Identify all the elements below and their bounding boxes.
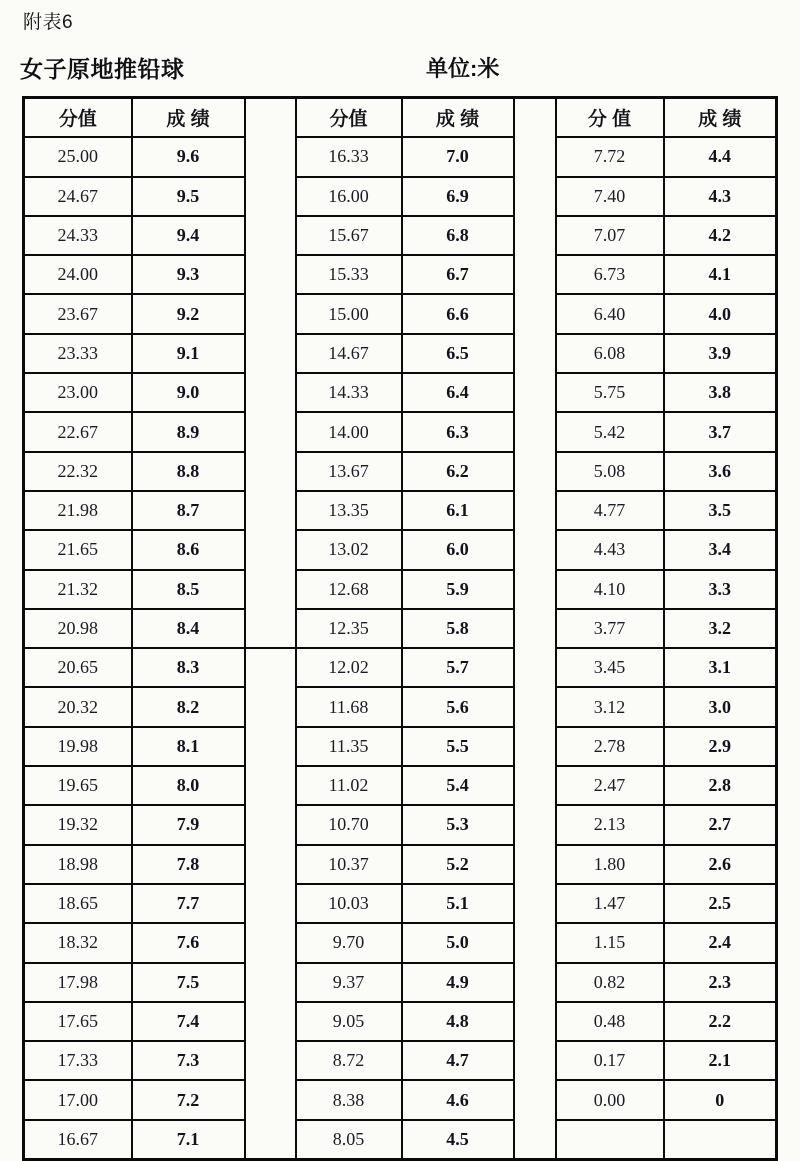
- score-header: 分 值: [556, 98, 664, 138]
- result-value-cell: 4.1: [664, 255, 777, 294]
- score-value-cell: 14.67: [296, 334, 402, 373]
- score-value-cell: 15.67: [296, 216, 402, 255]
- result-value-cell: 3.2: [664, 609, 777, 648]
- score-value-cell: 24.33: [24, 216, 132, 255]
- result-value-cell: 5.6: [402, 687, 514, 726]
- score-value-cell: 3.45: [556, 648, 664, 687]
- table-row: [24, 1002, 777, 1041]
- score-value-cell: 11.35: [296, 727, 402, 766]
- score-value-cell: 2.78: [556, 727, 664, 766]
- result-value-cell: 4.9: [402, 963, 514, 1002]
- score-value-cell: 19.98: [24, 727, 132, 766]
- result-value-cell: 7.6: [132, 923, 245, 962]
- score-value-cell: 10.37: [296, 845, 402, 884]
- result-value-cell: 5.2: [402, 845, 514, 884]
- result-value-cell: 5.9: [402, 570, 514, 609]
- score-value-cell: 8.38: [296, 1080, 402, 1119]
- score-value-cell: 6.40: [556, 294, 664, 333]
- score-value-cell: 25.00: [24, 137, 132, 176]
- table-row: [24, 884, 777, 923]
- spacer-cell: [245, 98, 296, 649]
- result-value-cell: 5.1: [402, 884, 514, 923]
- result-value-cell: 3.7: [664, 412, 777, 451]
- result-value-cell: 2.9: [664, 727, 777, 766]
- table-row: [24, 766, 777, 805]
- score-value-cell: 23.33: [24, 334, 132, 373]
- score-value-cell: 23.00: [24, 373, 132, 412]
- unit-label: 单位:米: [426, 56, 500, 81]
- score-value-cell: 21.65: [24, 530, 132, 569]
- result-header: 成 绩: [132, 98, 245, 138]
- score-value-cell: 18.32: [24, 923, 132, 962]
- score-value-cell: 14.00: [296, 412, 402, 451]
- score-value-cell: 10.70: [296, 805, 402, 844]
- result-value-cell: 9.3: [132, 255, 245, 294]
- score-value-cell: 1.80: [556, 845, 664, 884]
- score-value-cell: 5.42: [556, 412, 664, 451]
- table-row: [24, 530, 777, 569]
- result-value-cell: 4.5: [402, 1120, 514, 1160]
- score-value-cell: 7.07: [556, 216, 664, 255]
- score-value-cell: 7.40: [556, 177, 664, 216]
- result-value-cell: 8.9: [132, 412, 245, 451]
- score-value-cell: 16.00: [296, 177, 402, 216]
- result-value-cell: 4.7: [402, 1041, 514, 1080]
- score-value-cell: 0.17: [556, 1041, 664, 1080]
- score-value-cell: 12.02: [296, 648, 402, 687]
- result-value-cell: 6.6: [402, 294, 514, 333]
- score-value-cell: 9.70: [296, 923, 402, 962]
- score-value-cell: 24.00: [24, 255, 132, 294]
- result-value-cell: 6.5: [402, 334, 514, 373]
- result-value-cell: 4.4: [664, 137, 777, 176]
- spacer-cell: [245, 648, 296, 1159]
- page-title: 女子原地推铅球: [20, 56, 185, 82]
- table-row: [24, 412, 777, 451]
- result-value-cell: 8.2: [132, 687, 245, 726]
- result-value-cell: 4.0: [664, 294, 777, 333]
- title-row: [20, 51, 780, 83]
- result-header: 成 绩: [664, 98, 777, 138]
- result-value-cell: 8.5: [132, 570, 245, 609]
- table-row: [24, 963, 777, 1002]
- result-value-cell: 7.4: [132, 1002, 245, 1041]
- table-row: [24, 1041, 777, 1080]
- table-row: [24, 452, 777, 491]
- table-row: [24, 805, 777, 844]
- score-value-cell: 1.15: [556, 923, 664, 962]
- score-value-cell: 10.03: [296, 884, 402, 923]
- score-value-cell: 13.02: [296, 530, 402, 569]
- result-value-cell: 7.9: [132, 805, 245, 844]
- score-table-body: [24, 98, 777, 1160]
- result-value-cell: 9.6: [132, 137, 245, 176]
- table-row: [24, 491, 777, 530]
- score-value-cell: 19.32: [24, 805, 132, 844]
- table-row: [24, 334, 777, 373]
- result-value-cell: 7.3: [132, 1041, 245, 1080]
- score-value-cell: 19.65: [24, 766, 132, 805]
- score-conversion-table: [22, 96, 778, 1161]
- result-value-cell: 4.8: [402, 1002, 514, 1041]
- score-value-cell: 20.98: [24, 609, 132, 648]
- table-row: [24, 845, 777, 884]
- result-value-cell: 0: [664, 1080, 777, 1119]
- table-row: [24, 570, 777, 609]
- score-value-cell: 9.05: [296, 1002, 402, 1041]
- score-value-cell: 15.00: [296, 294, 402, 333]
- score-value-cell: 2.13: [556, 805, 664, 844]
- spacer-cell: [514, 98, 556, 1160]
- score-value-cell: 13.35: [296, 491, 402, 530]
- score-value-cell: 4.43: [556, 530, 664, 569]
- result-value-cell: 8.4: [132, 609, 245, 648]
- score-value-cell: 2.47: [556, 766, 664, 805]
- score-value-cell: 5.75: [556, 373, 664, 412]
- result-value-cell: 4.3: [664, 177, 777, 216]
- score-value-cell: 20.65: [24, 648, 132, 687]
- score-value-cell: 4.77: [556, 491, 664, 530]
- score-value-cell: 14.33: [296, 373, 402, 412]
- result-value-cell: 7.7: [132, 884, 245, 923]
- result-value-cell: 5.4: [402, 766, 514, 805]
- result-value-cell: 8.0: [132, 766, 245, 805]
- result-value-cell: 3.5: [664, 491, 777, 530]
- result-value-cell: 7.0: [402, 137, 514, 176]
- score-value-cell: 0.48: [556, 1002, 664, 1041]
- score-value-cell: 20.32: [24, 687, 132, 726]
- result-value-cell: 2.2: [664, 1002, 777, 1041]
- result-value-cell: 4.6: [402, 1080, 514, 1119]
- result-value-cell: 6.1: [402, 491, 514, 530]
- score-value-cell: 21.32: [24, 570, 132, 609]
- score-value-cell: 3.77: [556, 609, 664, 648]
- score-value-cell: 18.65: [24, 884, 132, 923]
- table-row: [24, 255, 777, 294]
- table-row: [24, 648, 777, 687]
- result-value-cell: 9.2: [132, 294, 245, 333]
- score-value-cell: 7.72: [556, 137, 664, 176]
- table-row: [24, 294, 777, 333]
- result-value-cell: 3.3: [664, 570, 777, 609]
- score-value-cell: 12.35: [296, 609, 402, 648]
- result-value-cell: 5.0: [402, 923, 514, 962]
- score-value-cell: 17.00: [24, 1080, 132, 1119]
- table-row: [24, 727, 777, 766]
- score-value-cell: 1.47: [556, 884, 664, 923]
- result-header: 成 绩: [402, 98, 514, 138]
- result-value-cell: 6.4: [402, 373, 514, 412]
- result-value-cell: 6.7: [402, 255, 514, 294]
- score-value-cell: 22.67: [24, 412, 132, 451]
- result-value-cell: 2.8: [664, 766, 777, 805]
- score-value-cell: 6.73: [556, 255, 664, 294]
- score-value-cell: 17.33: [24, 1041, 132, 1080]
- score-value-cell: 16.67: [24, 1120, 132, 1160]
- score-value-cell: [556, 1120, 664, 1160]
- score-value-cell: 5.08: [556, 452, 664, 491]
- result-value-cell: 2.4: [664, 923, 777, 962]
- result-value-cell: 5.5: [402, 727, 514, 766]
- result-value-cell: 8.7: [132, 491, 245, 530]
- result-value-cell: 3.6: [664, 452, 777, 491]
- result-value-cell: 6.8: [402, 216, 514, 255]
- header-row: [24, 98, 777, 138]
- result-value-cell: 2.5: [664, 884, 777, 923]
- result-value-cell: 2.6: [664, 845, 777, 884]
- score-value-cell: 13.67: [296, 452, 402, 491]
- score-value-cell: 15.33: [296, 255, 402, 294]
- result-value-cell: 7.5: [132, 963, 245, 1002]
- table-row: [24, 373, 777, 412]
- result-value-cell: 2.1: [664, 1041, 777, 1080]
- result-value-cell: 6.0: [402, 530, 514, 569]
- score-value-cell: 24.67: [24, 177, 132, 216]
- result-value-cell: 7.2: [132, 1080, 245, 1119]
- result-value-cell: 3.9: [664, 334, 777, 373]
- result-value-cell: 2.7: [664, 805, 777, 844]
- result-value-cell: 9.5: [132, 177, 245, 216]
- result-value-cell: 5.3: [402, 805, 514, 844]
- result-value-cell: 8.3: [132, 648, 245, 687]
- score-value-cell: 11.02: [296, 766, 402, 805]
- result-value-cell: 6.3: [402, 412, 514, 451]
- table-row: [24, 177, 777, 216]
- result-value-cell: 9.4: [132, 216, 245, 255]
- score-value-cell: 11.68: [296, 687, 402, 726]
- result-value-cell: 8.6: [132, 530, 245, 569]
- score-value-cell: 17.65: [24, 1002, 132, 1041]
- result-value-cell: 7.1: [132, 1120, 245, 1160]
- result-value-cell: 3.1: [664, 648, 777, 687]
- score-value-cell: 6.08: [556, 334, 664, 373]
- result-value-cell: 5.7: [402, 648, 514, 687]
- result-value-cell: 4.2: [664, 216, 777, 255]
- result-value-cell: 5.8: [402, 609, 514, 648]
- score-value-cell: 22.32: [24, 452, 132, 491]
- table-row: [24, 687, 777, 726]
- result-value-cell: [664, 1120, 777, 1160]
- score-value-cell: 12.68: [296, 570, 402, 609]
- score-value-cell: 23.67: [24, 294, 132, 333]
- result-value-cell: 9.1: [132, 334, 245, 373]
- result-value-cell: 3.4: [664, 530, 777, 569]
- result-value-cell: 8.8: [132, 452, 245, 491]
- score-header: 分值: [24, 98, 132, 138]
- table-row: [24, 216, 777, 255]
- result-value-cell: 3.8: [664, 373, 777, 412]
- result-value-cell: 6.9: [402, 177, 514, 216]
- score-value-cell: 4.10: [556, 570, 664, 609]
- table-row: [24, 1120, 777, 1160]
- score-value-cell: 16.33: [296, 137, 402, 176]
- result-value-cell: 8.1: [132, 727, 245, 766]
- score-value-cell: 8.05: [296, 1120, 402, 1160]
- appendix-label: 附表6: [23, 12, 74, 33]
- result-value-cell: 2.3: [664, 963, 777, 1002]
- table-row: [24, 609, 777, 648]
- score-value-cell: 0.00: [556, 1080, 664, 1119]
- score-value-cell: 18.98: [24, 845, 132, 884]
- score-value-cell: 21.98: [24, 491, 132, 530]
- score-value-cell: 8.72: [296, 1041, 402, 1080]
- table-row: [24, 923, 777, 962]
- table-row: [24, 137, 777, 176]
- table-row: [24, 1080, 777, 1119]
- score-value-cell: 9.37: [296, 963, 402, 1002]
- result-value-cell: 7.8: [132, 845, 245, 884]
- score-value-cell: 17.98: [24, 963, 132, 1002]
- result-value-cell: 9.0: [132, 373, 245, 412]
- result-value-cell: 3.0: [664, 687, 777, 726]
- score-value-cell: 0.82: [556, 963, 664, 1002]
- score-header: 分值: [296, 98, 402, 138]
- score-value-cell: 3.12: [556, 687, 664, 726]
- result-value-cell: 6.2: [402, 452, 514, 491]
